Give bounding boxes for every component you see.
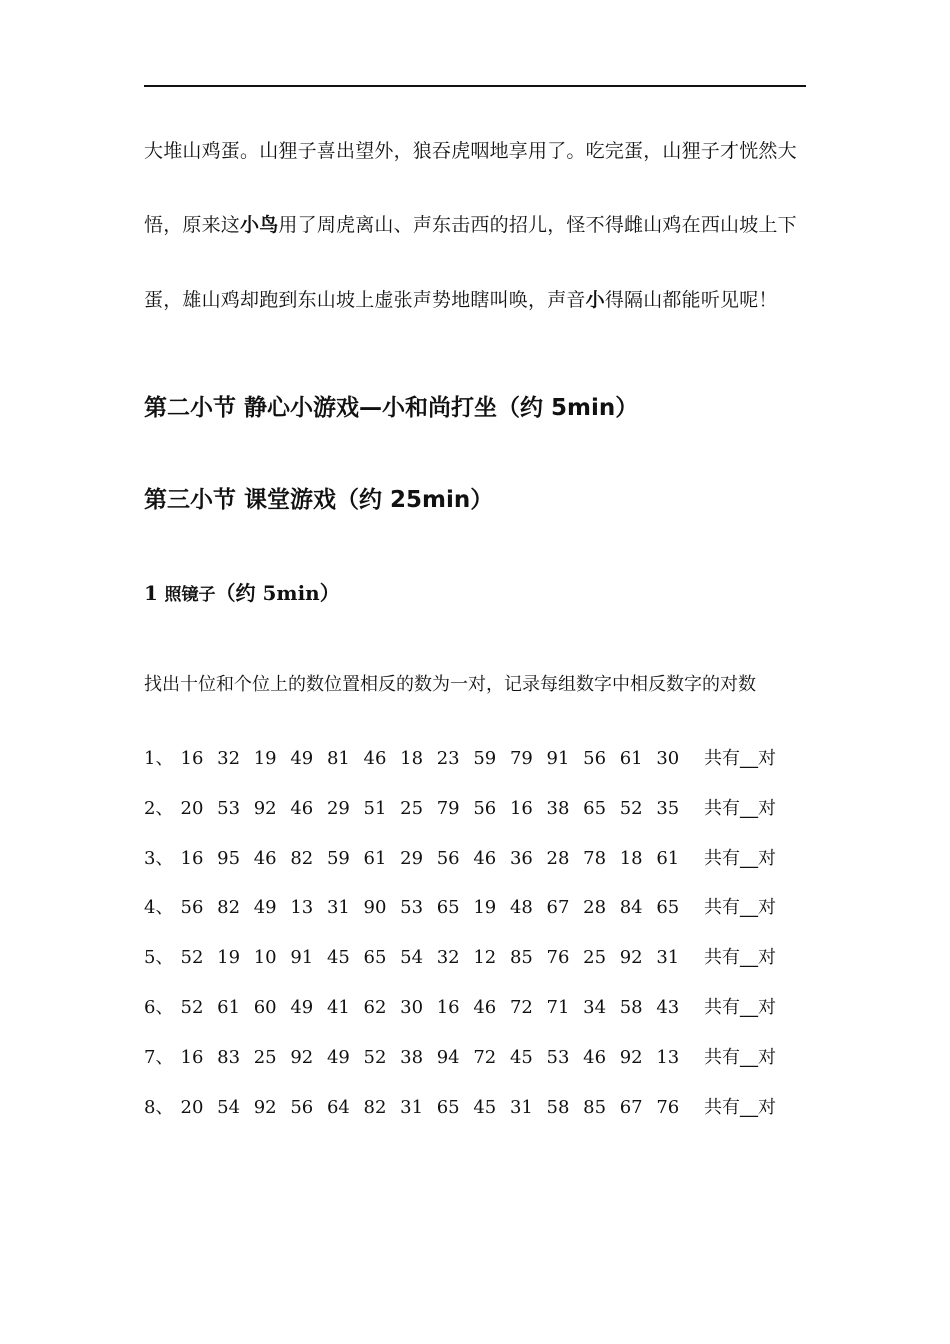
row-label: 6、 [144,997,174,1018]
row-number: 32 [436,947,460,969]
row-number: 45 [509,1046,533,1068]
row-number: 16 [509,797,533,819]
section-3-heading: 第三小节 课堂游戏（约 25min） [144,487,494,513]
row-number: 13 [656,1046,680,1068]
row-number: 45 [473,1096,497,1118]
row-number: 76 [656,1096,680,1118]
row-number: 58 [546,1096,570,1118]
row-number: 79 [436,797,460,819]
row-number: 49 [253,897,277,919]
row-number: 58 [619,997,643,1018]
row-number: 92 [253,1096,277,1118]
row-number: 56 [290,1096,314,1118]
row-number: 85 [583,1096,607,1118]
row-number: 84 [619,897,643,919]
row-number: 52 [180,997,204,1018]
row-number: 31 [656,947,680,969]
row-number: 92 [253,797,277,819]
row-number: 49 [290,748,314,769]
row-number: 46 [253,847,277,869]
row-label: 4、 [144,897,174,919]
row-number: 20 [180,1096,204,1118]
row-number: 61 [217,997,241,1018]
row-number: 23 [436,748,460,769]
row-number: 18 [400,748,424,769]
row-number: 19 [217,947,241,969]
row-number: 46 [473,847,497,869]
row-number: 52 [363,1046,387,1068]
header-rule [144,85,806,87]
row-number: 61 [363,847,387,869]
row-number: 19 [253,748,277,769]
number-row [144,895,804,921]
row-answer-blank: 共有__对 [704,947,776,969]
row-label: 1、 [144,748,174,769]
row-number: 28 [583,897,607,919]
row-number: 62 [363,997,387,1018]
row-number: 61 [656,847,680,869]
row-number: 35 [656,797,680,819]
row-number: 65 [583,797,607,819]
row-number: 30 [400,997,424,1018]
row-number: 25 [253,1046,277,1068]
row-number: 52 [619,797,643,819]
row-label: 3、 [144,847,174,869]
row-number: 92 [619,947,643,969]
number-row [144,1045,804,1071]
row-number: 46 [473,997,497,1018]
row-number: 28 [546,847,570,869]
row-number: 43 [656,997,680,1018]
row-number: 82 [290,847,314,869]
row-number: 38 [400,1046,424,1068]
row-number: 53 [217,797,241,819]
row-number: 65 [363,947,387,969]
row-number: 53 [400,897,424,919]
row-number: 85 [509,947,533,969]
row-number: 72 [509,997,533,1018]
row-number: 49 [290,997,314,1018]
row-number: 38 [546,797,570,819]
row-number: 46 [290,797,314,819]
row-number: 78 [583,847,607,869]
row-number: 41 [326,997,350,1018]
row-number: 49 [326,1046,350,1068]
row-label: 2、 [144,797,174,819]
row-number: 16 [180,748,204,769]
row-number: 82 [217,897,241,919]
row-number: 64 [326,1096,350,1118]
row-number: 19 [473,897,497,919]
story-text: 用了周虎离山、声东击西的招儿，怪不得雌山鸡在西山坡上下 [278,214,797,236]
row-answer-blank: 共有__对 [704,1046,776,1068]
row-number: 18 [619,847,643,869]
row-number: 56 [583,748,607,769]
story-bold-text: 小 [585,289,605,311]
row-answer-blank: 共有__对 [704,847,776,869]
row-number: 36 [509,847,533,869]
story-line-2 [144,213,824,237]
row-number: 16 [436,997,460,1018]
row-number: 83 [217,1046,241,1068]
row-number: 34 [583,997,607,1018]
story-text: 悟，原来这 [144,214,241,236]
row-answer-blank: 共有__对 [704,1096,776,1118]
game-number: 1 [144,581,158,605]
row-number: 53 [546,1046,570,1068]
row-number: 65 [436,897,460,919]
number-row [144,846,804,872]
number-row [144,796,804,822]
row-number: 91 [290,947,314,969]
row-answer-blank: 共有__对 [704,797,776,819]
row-number: 30 [656,748,680,769]
row-number: 76 [546,947,570,969]
row-number: 90 [363,897,387,919]
row-number: 32 [217,748,241,769]
row-number: 13 [290,897,314,919]
row-label: 5、 [144,947,174,969]
row-number: 31 [509,1096,533,1118]
row-number: 54 [217,1096,241,1118]
row-number: 92 [619,1046,643,1068]
row-number: 92 [290,1046,314,1068]
row-number: 65 [656,897,680,919]
row-number: 46 [363,748,387,769]
row-number: 59 [473,748,497,769]
row-number: 56 [436,847,460,869]
row-number: 82 [363,1096,387,1118]
row-number: 54 [400,947,424,969]
row-number: 81 [326,748,350,769]
row-number: 67 [619,1096,643,1118]
number-row [144,945,804,971]
row-answer-blank: 共有__对 [704,897,776,919]
row-label: 8、 [144,1096,174,1118]
row-number: 29 [326,797,350,819]
game-1-heading [144,580,340,608]
game-name: 照镜子 [164,585,216,605]
row-number: 59 [326,847,350,869]
row-number: 65 [436,1096,460,1118]
row-number: 91 [546,748,570,769]
story-text: 蛋，雄山鸡却跑到东山坡上虚张声势地瞎叫唤，声音 [144,289,586,311]
row-number: 25 [400,797,424,819]
game-instruction: 找出十位和个位上的数位置相反的数为一对，记录每组数字中相反数字的对数 [144,674,756,695]
row-number: 60 [253,997,277,1018]
row-number: 12 [473,947,497,969]
row-number: 52 [180,947,204,969]
row-number: 31 [326,897,350,919]
row-number: 29 [400,847,424,869]
story-bold-text: 小鸟 [240,214,279,236]
story-text: 得隔山都能听见呢！ [604,289,778,311]
row-number: 51 [363,797,387,819]
row-number: 31 [400,1096,424,1118]
row-number: 95 [217,847,241,869]
row-number: 56 [473,797,497,819]
row-number: 20 [180,797,204,819]
row-number: 16 [180,847,204,869]
number-row [144,1095,804,1121]
row-answer-blank: 共有__对 [704,748,776,769]
row-number: 48 [509,897,533,919]
row-number: 45 [326,947,350,969]
row-number: 67 [546,897,570,919]
row-number: 94 [436,1046,460,1068]
story-text: 大堆山鸡蛋。山狸子喜出望外，狼吞虎咽地享用了。吃完蛋，山狸子才恍然大 [144,140,797,162]
game-duration: （约 5min） [215,581,340,605]
row-number: 10 [253,947,277,969]
row-number: 16 [180,1046,204,1068]
row-number: 72 [473,1046,497,1068]
row-number: 61 [619,748,643,769]
row-label: 7、 [144,1046,174,1068]
row-number: 56 [180,897,204,919]
row-answer-blank: 共有__对 [704,997,776,1018]
story-line-3 [144,288,824,312]
row-number: 79 [509,748,533,769]
row-number: 46 [583,1046,607,1068]
row-number: 25 [583,947,607,969]
row-number: 71 [546,997,570,1018]
section-2-heading: 第二小节 静心小游戏—小和尚打坐（约 5min） [144,395,639,421]
story-line-1 [144,139,824,163]
number-row [144,746,804,772]
number-row [144,995,804,1021]
